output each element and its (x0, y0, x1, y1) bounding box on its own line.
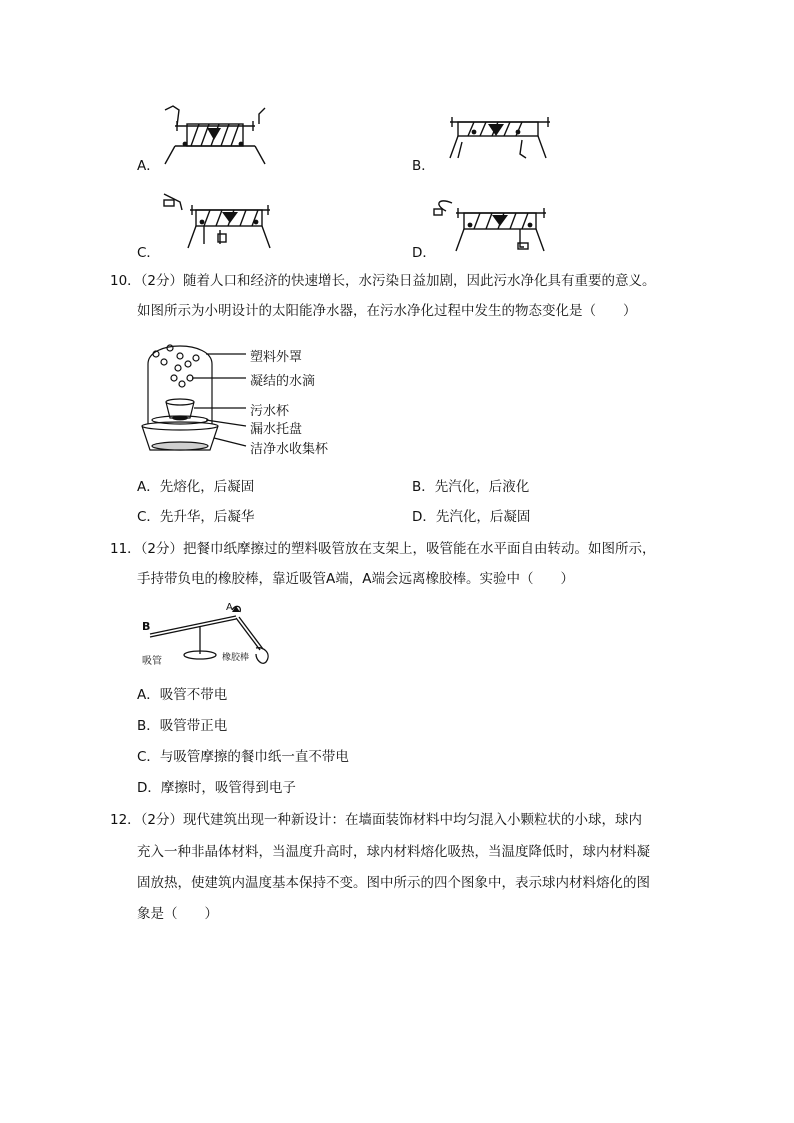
circuit-figure-c (160, 190, 280, 260)
q10-option-b[interactable]: B．先汽化，后液化 (412, 479, 530, 495)
figure-label-plastic-cover: 塑料外罩 (250, 350, 303, 365)
option-letter: B． (412, 158, 435, 174)
option-letter: A． (137, 158, 160, 174)
q10-option-a[interactable]: A．先熔化，后凝固 (137, 479, 255, 495)
figure-label-end-b: B (142, 620, 151, 633)
q12-stem-line3: 固放热，使建筑内温度基本保持不变。图中所示的四个图象中，表示球内材料熔化的图 (137, 875, 650, 891)
figure-label-sewage-cup: 污水杯 (250, 404, 290, 419)
q10-option-c[interactable]: C．先升华，后凝华 (137, 509, 255, 525)
q11-option-b[interactable]: B．吸管带正电 (137, 718, 228, 734)
q11-option-c[interactable]: C．与吸管摩擦的餐巾纸一直不带电 (137, 749, 349, 765)
q12-stem-line1: 12．（2分）现代建筑出现一种新设计：在墙面装饰材料中均匀混入小颗粒状的小球，球内 (110, 812, 643, 828)
q11-option-a[interactable]: A．吸管不带电 (137, 687, 228, 703)
q10-stem-line2: 如图所示为小明设计的太阳能净水器，在污水净化过程中发生的物态变化是（ ） (137, 303, 637, 319)
figure-label-end-a: A (226, 602, 233, 613)
figure-label-clean-water-cup: 洁净水收集杯 (250, 442, 329, 457)
circuit-figure-b (440, 112, 560, 172)
option-letter: C． (137, 245, 160, 261)
q11-stem-line1: 11．（2分）把餐巾纸摩擦过的塑料吸管放在支架上，吸管能在水平面自由转动。如图所示， (110, 541, 656, 557)
q11-stem-line2: 手持带负电的橡胶棒，靠近吸管A端，A端会远离橡胶棒。实验中（ ） (137, 571, 574, 587)
q10-stem-line1: 10．（2分）随着人口和经济的快速增长，水污染日益加剧，因此污水净化具有重要的意义。 (110, 273, 656, 289)
figure-label-straw: 吸管 (142, 656, 162, 667)
option-letter: D． (412, 245, 436, 261)
figure-label-condensed-drops: 凝结的水滴 (250, 374, 316, 389)
circuit-figure-d (430, 195, 560, 260)
q11-option-d[interactable]: D．摩擦时，吸管得到电子 (137, 780, 296, 796)
q10-option-d[interactable]: D．先汽化，后凝固 (412, 509, 531, 525)
figure-label-leak-tray: 漏水托盘 (250, 422, 303, 437)
figure-label-rubber-rod: 橡胶棒 (222, 653, 250, 663)
q12-stem-line2: 充入一种非晶体材料，当温度升高时，球内材料熔化吸热，当温度降低时，球内材料凝 (137, 844, 650, 860)
q12-stem-line4: 象是（ ） (137, 906, 218, 922)
circuit-figure-a (155, 102, 275, 170)
